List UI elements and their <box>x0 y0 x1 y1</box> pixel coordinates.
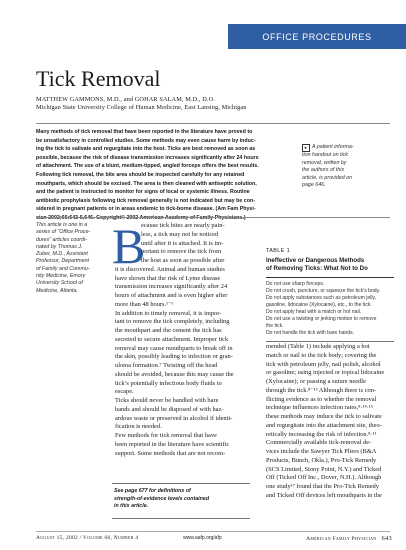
series-note <box>36 222 104 295</box>
body-line: match or nail to the tick body; covering the <box>266 351 377 359</box>
body-line: Products, Bunch, Okla.), Pro-Tick Remedy <box>266 456 377 464</box>
abstract-line: be unsatisfactory in controlled studies. Some methods may even cause harm by induc- <box>36 137 256 144</box>
abstract-line: antibiotic prophylaxis following tick removal generally is not indicated but may be con- <box>36 197 255 204</box>
body-column-1 <box>115 222 260 458</box>
abstract-line: cian 2002;66:643-5,646. Copyright© 2002 American Academy of Family Physicians.) <box>36 214 246 221</box>
series-note-line: University School of <box>36 280 83 287</box>
body-line: until after it is attached. It is im- <box>141 239 224 247</box>
arrow-right-icon: ▸ <box>302 144 310 152</box>
body-line: or gasoline; using injected or topical lidocaine <box>266 369 385 377</box>
table-item: the tick. <box>266 322 284 329</box>
body-line: escape. <box>115 388 134 396</box>
table-item: Do not apply heat with a match or hot nail. <box>266 308 362 315</box>
body-line: vices include the Sawyer Tick Pliers (B&A <box>266 448 377 455</box>
abstract-line: possible, because the risk of disease transmission increases significantly after 24 hours <box>36 154 259 161</box>
table-label: TABLE 1 <box>266 248 290 254</box>
series-note-line: Professor, Department <box>36 258 89 265</box>
table-title-line: Ineffective or Dangerous Methods <box>266 257 365 264</box>
body-line: tick’s potentially infectious body fluids to <box>115 379 222 387</box>
patient-info-line: tion handout on tick <box>302 152 348 158</box>
footer-journal <box>306 535 392 542</box>
abstract <box>36 128 274 223</box>
section-banner <box>228 24 406 49</box>
body-line: Few methods for tick removal that have <box>115 432 217 439</box>
patient-info-line: ▸ A patient informa- <box>302 144 392 152</box>
abstract-line: of attachment. The use of a blunt, medium-tipped, angled forceps offers the best results. <box>36 163 259 170</box>
footer-journal-name: American Family Physician <box>306 536 377 542</box>
evidence-note-line: strength-of-evidence levels contained <box>114 495 210 502</box>
body-line: should be avoided, because this may cause the <box>115 370 234 378</box>
patient-info-line: article, is provided on <box>302 174 353 181</box>
body-line: retically increasing the risk of infection.⁸·¹¹ <box>266 430 377 438</box>
body-line: ardous waste or preserved in alcohol if identi- <box>115 414 233 422</box>
body-line: portant to remove the tick from <box>141 248 222 256</box>
body-line: have shown that the risk of Lyme disease <box>115 274 221 282</box>
body-line: technique influences infection rates,⁸·¹⁴·¹⁵ <box>266 404 374 412</box>
abstract-line: ing the tick to salivate and regurgitate into the host. Ticks are best removed as soon as <box>36 146 256 153</box>
author-affiliation: Michigan State University College of Human Medicine, East Lansing, Michigan <box>36 104 247 111</box>
body-line: it is discovered. Animal and human studies <box>115 265 225 273</box>
body-line: the mouthpart and the cement the tick has <box>115 327 222 334</box>
series-note-line: nity Medicine, Emory <box>36 273 86 280</box>
body-line: mended (Table 1) include applying a hot <box>266 343 370 350</box>
patient-info-note <box>302 144 392 190</box>
series-note-line: This article is one in a <box>36 222 88 228</box>
abstract-line: sidered in pregnant patients or in areas endemic to tick-borne disease. (Am Fam Physi- <box>36 206 256 213</box>
author-block <box>36 96 247 112</box>
series-note-line: Medicine, Atlanta. <box>36 287 78 294</box>
body-line: transmission increases significantly after 24 <box>115 283 228 291</box>
body-line: Off (Ticked Off Inc., Dover, N.H.). Although <box>266 474 382 482</box>
body-line: and regurgitate into the attachment site, theo- <box>266 421 382 429</box>
evidence-note-line: in this article. <box>114 503 149 510</box>
body-line: fication is needed. <box>115 423 162 431</box>
patient-info-line: the authors of this <box>302 167 345 173</box>
body-line: tick with petroleum jelly, nail polish, alcohol <box>266 360 381 368</box>
article-title: Tick Removal <box>36 66 161 91</box>
body-line: more than 48 hours.¹⁻⁶ <box>115 300 174 308</box>
body-line: (Xylocaine); or passing a suture needle <box>266 378 366 385</box>
body-line: been reported in the literature have scientific <box>115 440 230 448</box>
body-line: Ticks should never be handled with bare <box>115 397 219 404</box>
body-line: removal may cause mouthparts to break off in <box>115 344 233 352</box>
series-note-line: nated by Thomas J. <box>36 243 83 250</box>
body-line: the host as soon as possible after <box>141 257 225 264</box>
table-title-line: of Removing Ticks: What Not to Do <box>266 264 368 272</box>
series-note-line: Zuber, M.D., Assistant <box>36 251 88 258</box>
abstract-line: Following tick removal, the bite area should be inspected carefully for any retained <box>36 171 245 178</box>
table-item: Do not handle the tick with bare hands. <box>266 329 355 336</box>
body-line: hands and should be disposed of with haz- <box>115 405 224 413</box>
body-line: and Ticked Off devices left mouthparts in the <box>266 491 382 499</box>
author-names: MATTHEW GAMMONS, M.D., and GOHAR SALAM, M.D., D.O. <box>36 96 215 103</box>
header-divider <box>36 123 390 124</box>
table-item: Do not crush, puncture, or squeeze the tick’s body. <box>266 287 381 294</box>
evidence-note-line: See page 677 for definitions of <box>114 488 191 494</box>
table-rule-bottom <box>266 341 394 342</box>
body-line: hours of attachment and is even higher after <box>115 292 228 299</box>
abstract-line: mouthparts, which should be excised. The area is then cleaned with antiseptic solution, <box>36 180 257 187</box>
table-item: gasoline, lidocaine (Xylocaine), etc., to the tick. <box>266 301 372 308</box>
body-column-2 <box>266 343 396 501</box>
footer-url[interactable]: www.aafp.org/afp <box>183 535 222 541</box>
evidence-note <box>112 483 250 519</box>
table-title <box>266 257 394 273</box>
footer-divider <box>36 531 390 532</box>
series-note-line: of Family and Commu- <box>36 265 90 272</box>
body-line: one study¹⁷ found that the Pro-Tick Remedy <box>266 483 379 490</box>
drop-cap: B <box>112 218 146 274</box>
patient-info-line: page 646. <box>302 182 326 188</box>
body-line: Commercially available tick-removal de- <box>266 439 372 447</box>
table-item: Do not apply substances such as petroleum jelly, <box>266 294 377 301</box>
body-line: the skin, possibly leading to infection or gran- <box>115 353 233 361</box>
abstract-line: and the patient is instructed to monitor for signs of local or systemic illness. Routine <box>36 189 250 196</box>
body-line: flicting evidence as to whether the removal <box>266 395 377 403</box>
page-number: 643 <box>381 535 392 542</box>
abstract-line: Many methods of tick removal that have been reported in the literature have proved to <box>36 129 253 135</box>
body-line: less, a tick may not be noticed <box>141 230 219 238</box>
patient-info-line: removal, written by <box>302 159 347 166</box>
footer-issue: August 15, 2002 / Volume 66, Number 4 <box>36 535 139 541</box>
abstract-divider <box>36 217 390 218</box>
body-line: In addition to timely removal, it is impor- <box>115 309 222 317</box>
body-line: support. Some methods that are not recom- <box>115 449 226 457</box>
table-item: Do not use sharp forceps. <box>266 280 325 287</box>
table-rule-top <box>266 277 394 278</box>
table-1 <box>266 248 394 342</box>
body-line: uloma formation.⁷ Twisting off the head <box>115 362 218 369</box>
body-line: tant to remove the tick completely, including <box>115 318 230 326</box>
section-label: OFFICE PROCEDURES <box>262 31 372 42</box>
body-line: secreted to secure attachment. Improper tick <box>115 335 229 343</box>
series-note-line: series of “Office Proce- <box>36 229 91 236</box>
table-item: Do not use a twisting or jerking motion to remove <box>266 315 377 322</box>
table-items <box>266 281 394 337</box>
body-line: through the tick.⁸⁻¹³ Although there is con- <box>266 386 377 394</box>
series-note-line: dures” articles coordi- <box>36 236 87 243</box>
body-line: these methods may induce the tick to salivate <box>266 413 382 420</box>
body-line: (SCS Limited, Stony Point, N.Y.) and Ticked <box>266 465 382 473</box>
body-line: ecause tick bites are nearly pain- <box>141 222 225 229</box>
